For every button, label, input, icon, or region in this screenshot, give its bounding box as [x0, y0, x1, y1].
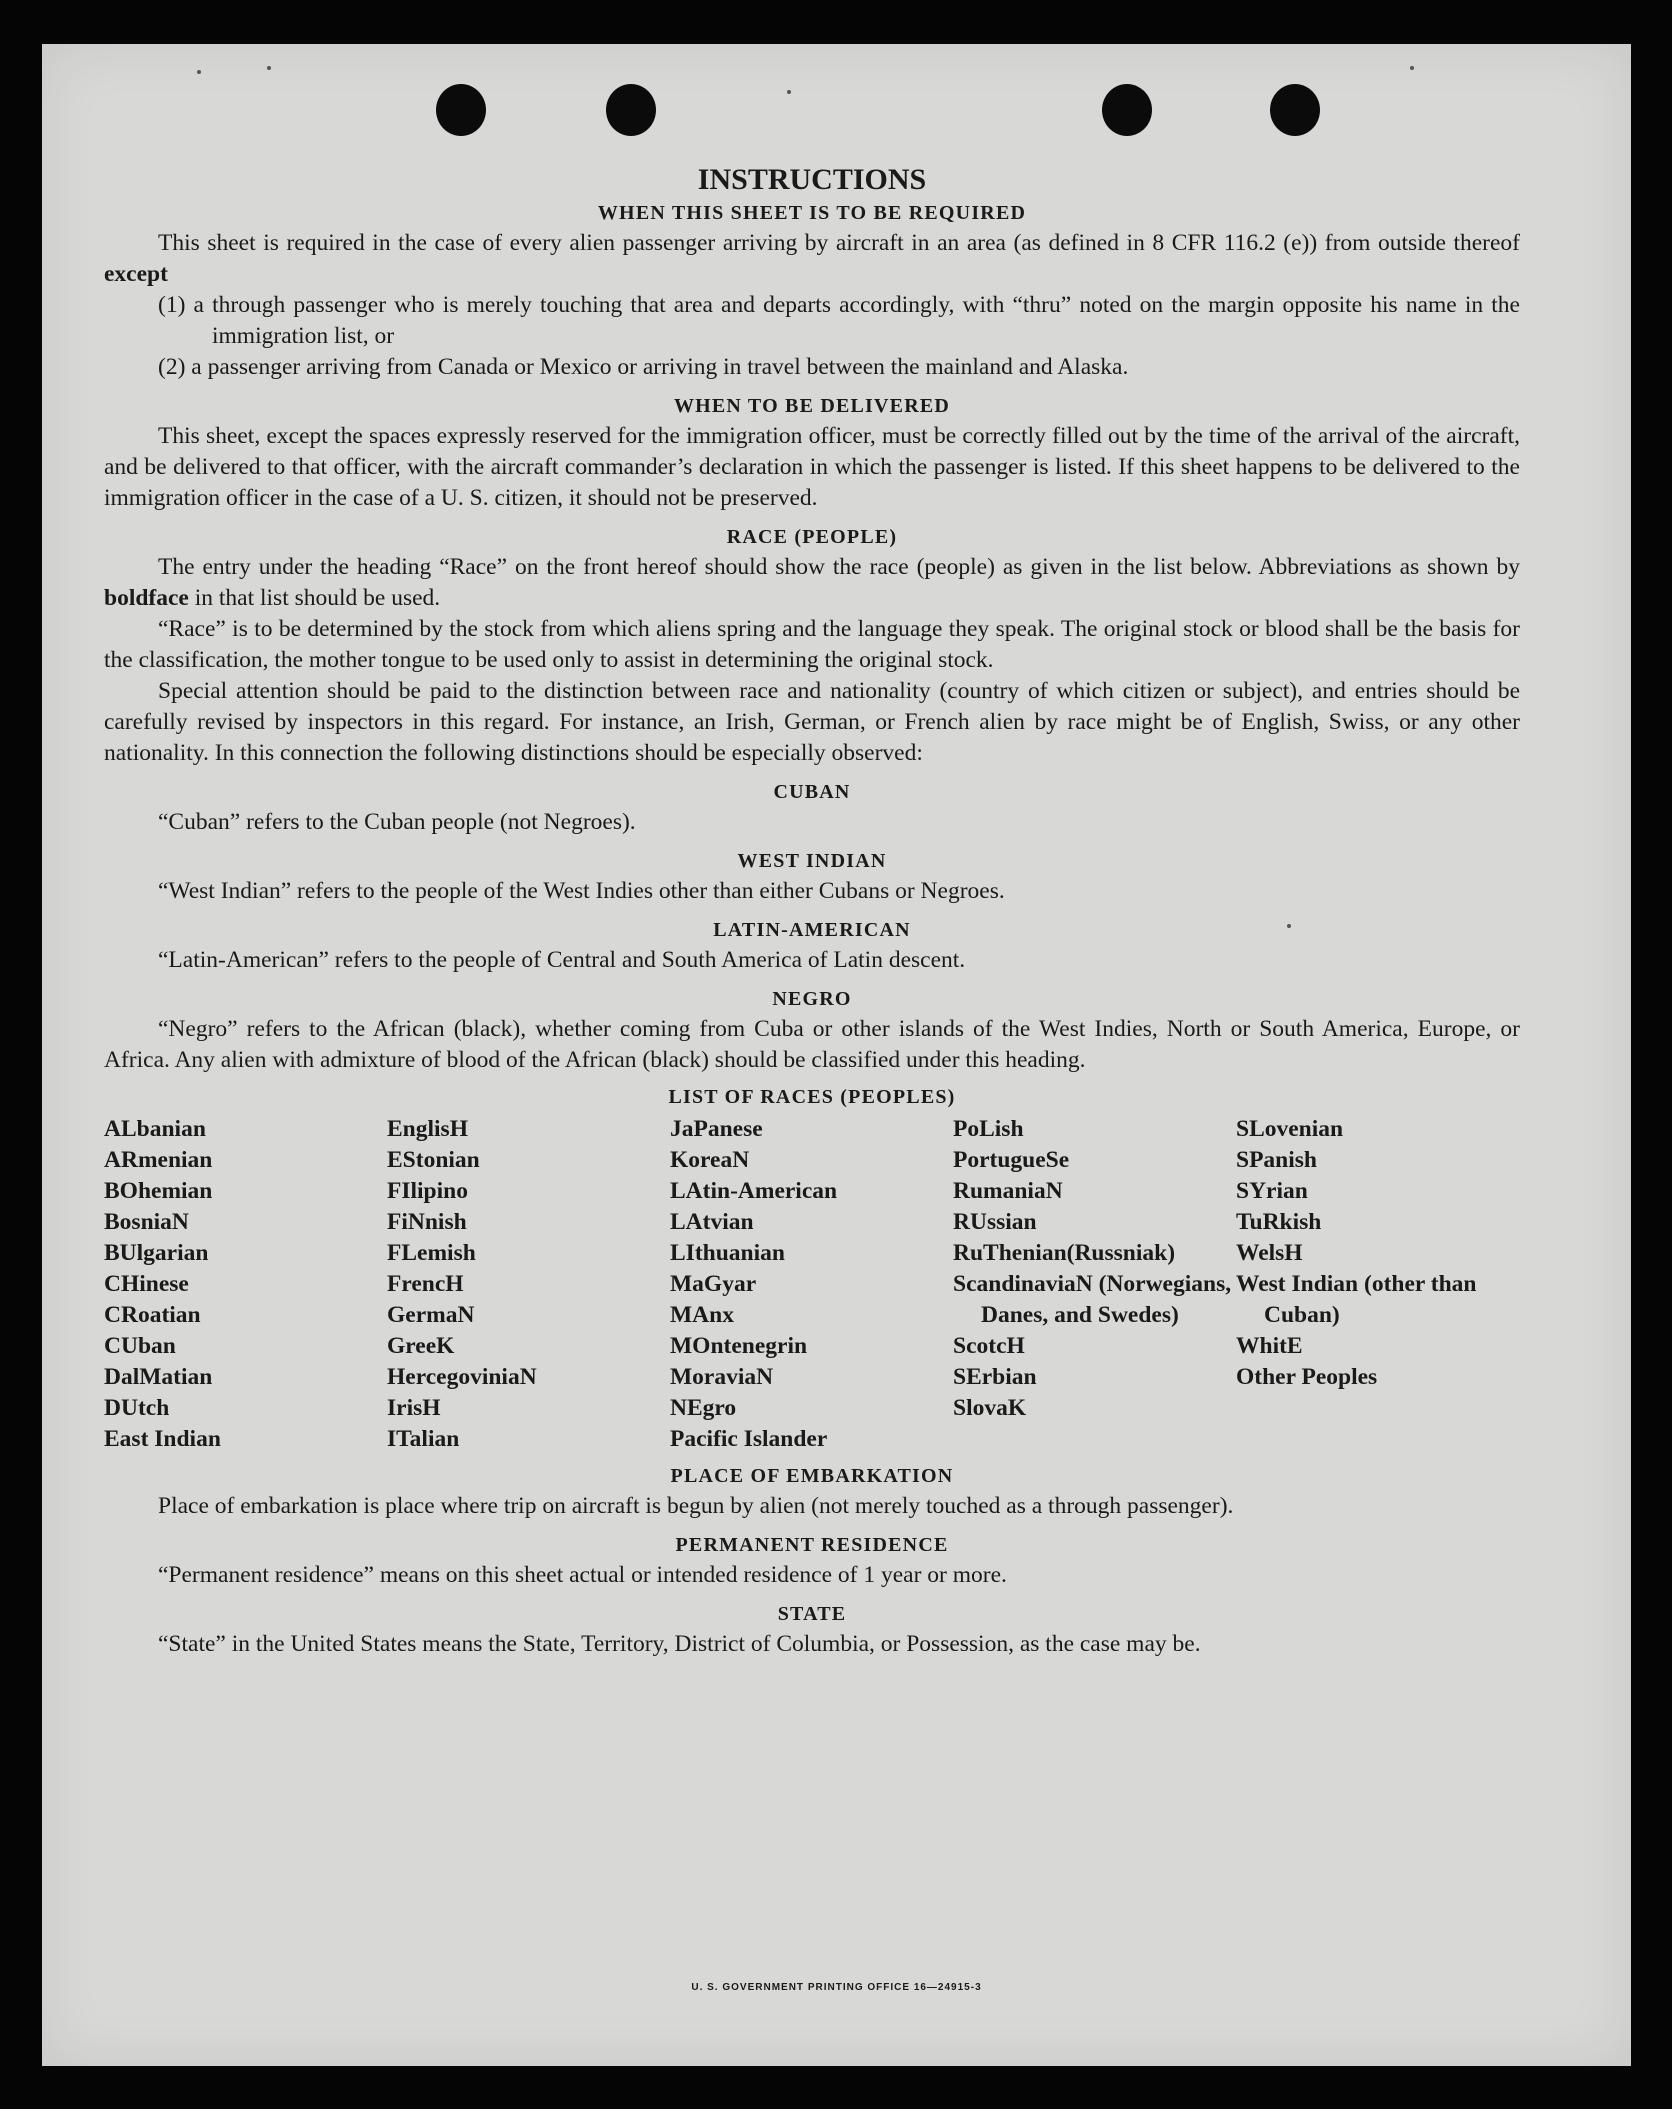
paragraph: The entry under the heading “Race” on the front hereof should show the race (people) as given in the list below. Abbreviations as shown by boldface in that list should be used.	[104, 554, 1520, 611]
race-entry: JaPanese	[670, 1116, 763, 1142]
race-entry: SlovaK	[953, 1395, 1027, 1421]
paragraph: “Permanent residence” means on this sheet actual or intended residence of 1 year or more.	[158, 1562, 1007, 1588]
punch-hole	[436, 84, 486, 136]
race-entry: ScandinaviaN (Norwegians, Danes, and Swedes)	[953, 1271, 1232, 1328]
race-entry: Other Peoples	[1236, 1364, 1378, 1390]
race-entry: KoreaN	[670, 1147, 750, 1173]
speck	[197, 70, 201, 74]
list-item: (2) a passenger arriving from Canada or Mexico or arriving in travel between the mainland and Alaska.	[158, 354, 1129, 380]
race-entry: SErbian	[953, 1364, 1037, 1390]
race-entry: CRoatian	[104, 1302, 201, 1328]
race-entry: MoraviaN	[670, 1364, 774, 1390]
section-heading: STATE	[777, 1603, 847, 1625]
instructions-body	[104, 162, 1520, 1660]
race-entry: EnglisH	[387, 1116, 468, 1142]
speck	[787, 90, 791, 94]
race-entry: WhitE	[1236, 1333, 1303, 1359]
paragraph: Place of embarkation is place where trip on aircraft is begun by alien (not merely touched as a through passenger).	[158, 1493, 1234, 1519]
race-entry: BUlgarian	[104, 1240, 209, 1266]
race-entry: ARmenian	[104, 1147, 213, 1173]
section-heading: CUBAN	[773, 781, 851, 803]
races-column	[104, 1114, 387, 1455]
section-heading: LATIN-AMERICAN	[713, 919, 911, 941]
race-entry: SPanish	[1236, 1147, 1317, 1173]
races-list	[104, 1114, 1520, 1455]
race-entry: FLemish	[387, 1240, 476, 1266]
race-entry: BosniaN	[104, 1209, 189, 1235]
race-entry: GermaN	[387, 1302, 475, 1328]
speck	[267, 66, 271, 70]
race-entry: FIlipino	[387, 1178, 468, 1204]
race-entry: PortugueSe	[953, 1147, 1070, 1173]
printer-imprint: U. S. GOVERNMENT PRINTING OFFICE 16—24915-3	[691, 1982, 982, 1993]
race-entry: LAtvian	[670, 1209, 754, 1235]
paragraph: “Latin-American” refers to the people of Central and South America of Latin descent.	[158, 947, 966, 973]
races-column	[1236, 1114, 1520, 1455]
race-entry: DalMatian	[104, 1364, 213, 1390]
race-entry: WelsH	[1236, 1240, 1303, 1266]
race-entry: HercegoviniaN	[387, 1364, 537, 1390]
race-entry: FrencH	[387, 1271, 464, 1297]
section-heading: PERMANENT RESIDENCE	[675, 1534, 949, 1556]
race-entry: LIthuanian	[670, 1240, 785, 1266]
paragraph: “West Indian” refers to the people of the West Indies other than either Cubans or Negroes.	[158, 878, 1005, 904]
race-entry: RumaniaN	[953, 1178, 1063, 1204]
paragraph: Special attention should be paid to the distinction between race and nationality (country of which citizen or subject), and entries should be carefully revised by inspectors in this regard. For instance, an Irish, German, or French alien by race might be of English, Swiss, or any other nationality. In this connection the following distinctions should be especially observed:	[104, 678, 1520, 766]
race-entry: SLovenian	[1236, 1116, 1344, 1142]
race-entry: RUssian	[953, 1209, 1037, 1235]
race-entry: GreeK	[387, 1333, 455, 1359]
document-page	[42, 44, 1631, 2066]
race-entry: DUtch	[104, 1395, 170, 1421]
paragraph: This sheet, except the spaces expressly reserved for the immigration officer, must be correctly filled out by the time of the arrival of the aircraft, and be delivered to that officer, with the aircraft commander’s declaration in which the passenger is listed. If this sheet happens to be delivered to the immigration officer in the case of a U. S. citizen, it should not be preserved.	[104, 423, 1520, 511]
race-entry: PoLish	[953, 1116, 1024, 1142]
race-entry: IrisH	[387, 1395, 441, 1421]
punch-hole	[1102, 84, 1152, 136]
paragraph: This sheet is required in the case of every alien passenger arriving by aircraft in an area (as defined in 8 CFR 116.2 (e)) from outside thereof except	[104, 230, 1520, 287]
section-heading: RACE (PEOPLE)	[726, 526, 898, 548]
paragraph: “Cuban” refers to the Cuban people (not Negroes).	[158, 809, 636, 835]
paragraph: “State” in the United States means the State, Territory, District of Columbia, or Possession, as the case may be.	[158, 1631, 1201, 1657]
section-heading: NEGRO	[772, 988, 852, 1010]
paragraph: “Negro” refers to the African (black), whether coming from Cuba or other islands of the West Indies, North or South America, Europe, or Africa. Any alien with admixture of blood of the African (black) should be classified under this heading.	[104, 1016, 1520, 1073]
race-entry: FiNnish	[387, 1209, 467, 1235]
race-entry: LAtin-American	[670, 1178, 838, 1204]
race-entry: East Indian	[104, 1426, 221, 1452]
race-entry: EStonian	[387, 1147, 480, 1173]
race-entry: RuThenian(Russniak)	[953, 1240, 1176, 1266]
section-heading: LIST OF RACES (PEOPLES)	[668, 1086, 956, 1108]
race-entry: CHinese	[104, 1271, 189, 1297]
race-entry: West Indian (other than Cuban)	[1236, 1271, 1477, 1328]
race-entry: NEgro	[670, 1395, 737, 1421]
race-entry: ITalian	[387, 1426, 460, 1452]
race-entry: ScotcH	[953, 1333, 1025, 1359]
page-title: INSTRUCTIONS	[697, 163, 927, 196]
races-column	[387, 1114, 670, 1455]
race-entry: ALbanian	[104, 1116, 206, 1142]
race-entry: Pacific Islander	[670, 1426, 828, 1452]
race-entry: SYrian	[1236, 1178, 1308, 1204]
race-entry: MOntenegrin	[670, 1333, 808, 1359]
race-entry: TuRkish	[1236, 1209, 1322, 1235]
race-entry: MaGyar	[670, 1271, 757, 1297]
list-item: (1) a through passenger who is merely touching that area and departs accordingly, with “thru” noted on the margin opposite his name in the immigration list, or	[158, 292, 1520, 349]
section-heading: WEST INDIAN	[737, 850, 887, 872]
races-column	[953, 1114, 1236, 1455]
race-entry: BOhemian	[104, 1178, 213, 1204]
section-heading: WHEN THIS SHEET IS TO BE REQUIRED	[597, 202, 1027, 224]
races-column	[670, 1114, 953, 1455]
section-heading: WHEN TO BE DELIVERED	[673, 395, 951, 417]
speck	[1410, 66, 1414, 70]
punch-hole	[1270, 84, 1320, 136]
section-heading: PLACE OF EMBARKATION	[670, 1465, 954, 1487]
race-entry: CUban	[104, 1333, 176, 1359]
race-entry: MAnx	[670, 1302, 734, 1328]
punch-hole	[606, 84, 656, 136]
paragraph: “Race” is to be determined by the stock from which aliens spring and the language they speak. The original stock or blood shall be the basis for the classification, the mother tongue to be used only to assist in determining the original stock.	[104, 616, 1520, 673]
